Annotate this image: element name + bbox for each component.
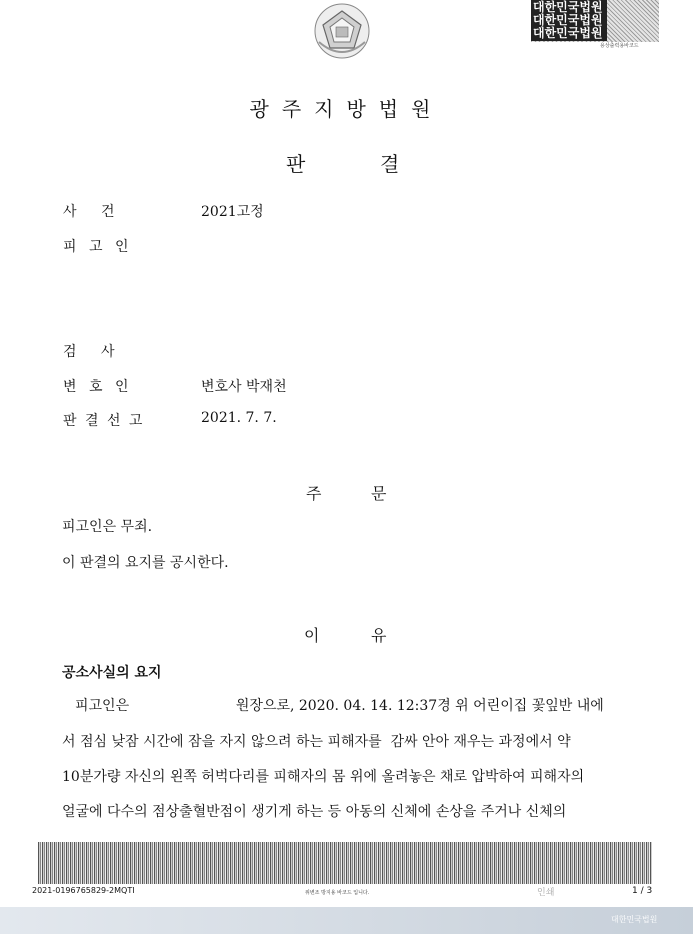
- bottom-band: [0, 907, 693, 934]
- bottom-court-label: 대한민국법원: [611, 915, 658, 924]
- reasons-line: 얼굴에 다수의 점상출혈반점이 생기게 하는 등 아동의 신체에 손상을 주거나 신체의: [62, 804, 567, 820]
- meta-label-counsel: 변 호 인: [63, 379, 129, 395]
- meta-value-date: 2021. 7. 7.: [201, 410, 277, 426]
- judgment-line: 피고인은 무죄.: [62, 519, 153, 535]
- meta-value-counsel: 변호사 박재천: [201, 379, 287, 395]
- doc-title-1: 판: [286, 152, 306, 176]
- security-watermark: [531, 0, 659, 42]
- meta-label-defendant: 피 고 인: [63, 239, 129, 255]
- reasons-line: 피고인은 원장으로, 2020. 04. 14. 12:37경 위 어린이집 꽃잎반 내에: [75, 698, 604, 714]
- meta-label-case: 사 건: [63, 204, 115, 220]
- meta-label-date: 판 결 선 고: [63, 413, 145, 429]
- reasons-line: 10분가량 자신의 왼쪽 허벅다리를 피해자의 몸 위에 올려놓은 채로 압박하여 피해자의: [62, 769, 585, 785]
- judgment-line: 이 판결의 요지를 공시한다.: [62, 555, 229, 571]
- reasons-line: 서 점심 낮잠 시간에 잠을 자지 않으려 하는 피해자를 감싸 안아 재우는 과정에서 약: [62, 734, 571, 750]
- court-name: 광주지방법원: [249, 97, 444, 121]
- document-id: 2021-0196765829-2MQTI: [32, 886, 135, 895]
- reasons-heading-1: 이: [304, 626, 320, 645]
- watermark-label: 용상출력용바코드: [600, 43, 639, 49]
- judgment-heading-1: 주: [306, 484, 322, 503]
- page-number: 1 / 3: [632, 886, 653, 896]
- anti-forgery-barcode: [38, 842, 652, 884]
- reasons-heading-2: 유: [371, 626, 387, 645]
- doc-title-2: 결: [380, 152, 400, 176]
- judgment-heading-2: 문: [371, 484, 387, 503]
- watermark-text: 대한민국법원 대한민국법원 대한민국법원: [531, 0, 607, 41]
- court-emblem-icon: [313, 2, 371, 60]
- barcode-note: 위변조 방지용 바코드 입니다.: [305, 890, 370, 896]
- meta-value-case: 2021고정: [201, 204, 264, 220]
- reasons-subheading: 공소사실의 요지: [62, 665, 162, 681]
- meta-label-prosecutor: 검 사: [63, 344, 115, 360]
- print-stamp: 인쇄: [537, 888, 555, 898]
